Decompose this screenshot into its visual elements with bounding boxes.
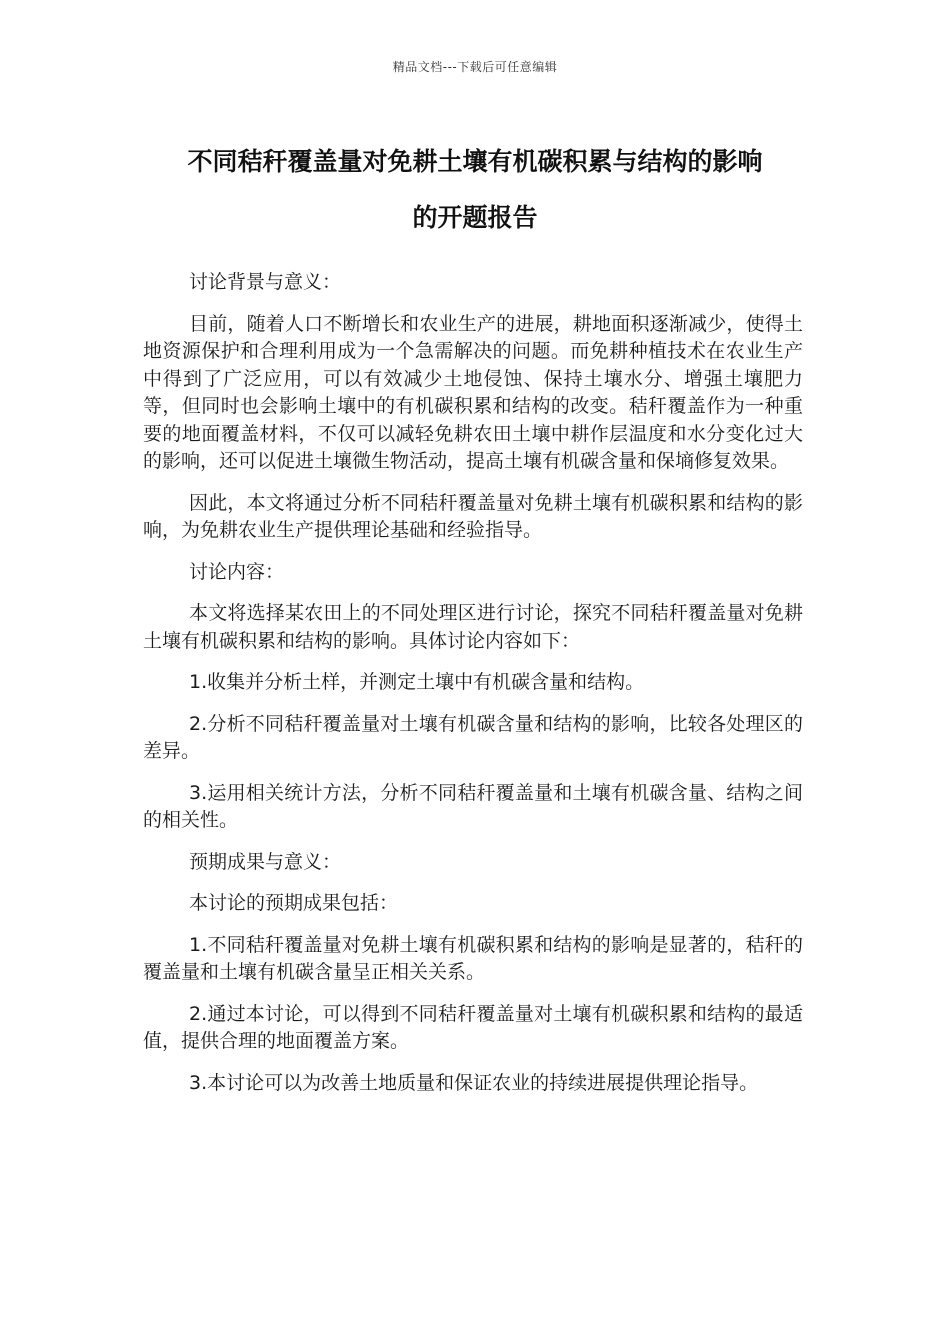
paragraph: 本讨论的预期成果包括： bbox=[189, 892, 399, 914]
header-note: 精品文档---下载后可任意编辑 bbox=[392, 60, 558, 74]
section-heading-content: 讨论内容： bbox=[189, 560, 285, 583]
list-item: 3.本讨论可以为改善土地质量和保证农业的持续进展提供理论指导。 bbox=[189, 1071, 759, 1094]
list-item: 1.不同秸秆覆盖量对免耕土壤有机碳积累和结构的影响是显著的，秸秆的覆盖量和土壤有机碳含量呈正相关关系。 bbox=[143, 933, 803, 983]
document-body bbox=[143, 269, 803, 1111]
title-line-2: 的开题报告 bbox=[412, 203, 538, 232]
section-heading-background: 讨论背景与意义： bbox=[189, 271, 342, 293]
paragraph: 目前，随着人口不断增长和农业生产的进展，耕地面积逐渐减少，使得土地资源保护和合理利用成为一个急需解决的问题。而免耕种植技术在农业生产中得到了广泛应用，可以有效减少土地侵蚀、保持土壤水分、增强土壤肥力等，但同时也会影响土壤中的有机碳积累和结构的改变。秸秆覆盖作为一种重要的地面覆盖材料，不仅可以减轻免耕农田土壤中耕作层温度和水分变化过大的影响，还可以促进土壤微生物活动，提高土壤有机碳含量和保墒修复效果。 bbox=[143, 312, 803, 472]
paragraph: 因此，本文将通过分析不同秸秆覆盖量对免耕土壤有机碳积累和结构的影响，为免耕农业生产提供理论基础和经验指导。 bbox=[143, 491, 803, 541]
section-heading-outcomes: 预期成果与意义： bbox=[189, 850, 342, 873]
list-item: 3.运用相关统计方法，分析不同秸秆覆盖量和土壤有机碳含量、结构之间的相关性。 bbox=[143, 781, 803, 831]
paragraph: 本文将选择某农田上的不同处理区进行讨论，探究不同秸秆覆盖量对免耕土壤有机碳积累和结构的影响。具体讨论内容如下： bbox=[143, 602, 803, 652]
list-item: 2.通过本讨论，可以得到不同秸秆覆盖量对土壤有机碳积累和结构的最适值，提供合理的地面覆盖方案。 bbox=[143, 1002, 803, 1052]
list-item: 1.收集并分析土样，并测定土壤中有机碳含量和结构。 bbox=[189, 671, 645, 693]
title-line-1: 不同秸秆覆盖量对免耕土壤有机碳积累与结构的影响 bbox=[187, 147, 763, 176]
list-item: 2.分析不同秸秆覆盖量对土壤有机碳含量和结构的影响，比较各处理区的差异。 bbox=[143, 712, 803, 762]
document-title bbox=[110, 134, 840, 246]
